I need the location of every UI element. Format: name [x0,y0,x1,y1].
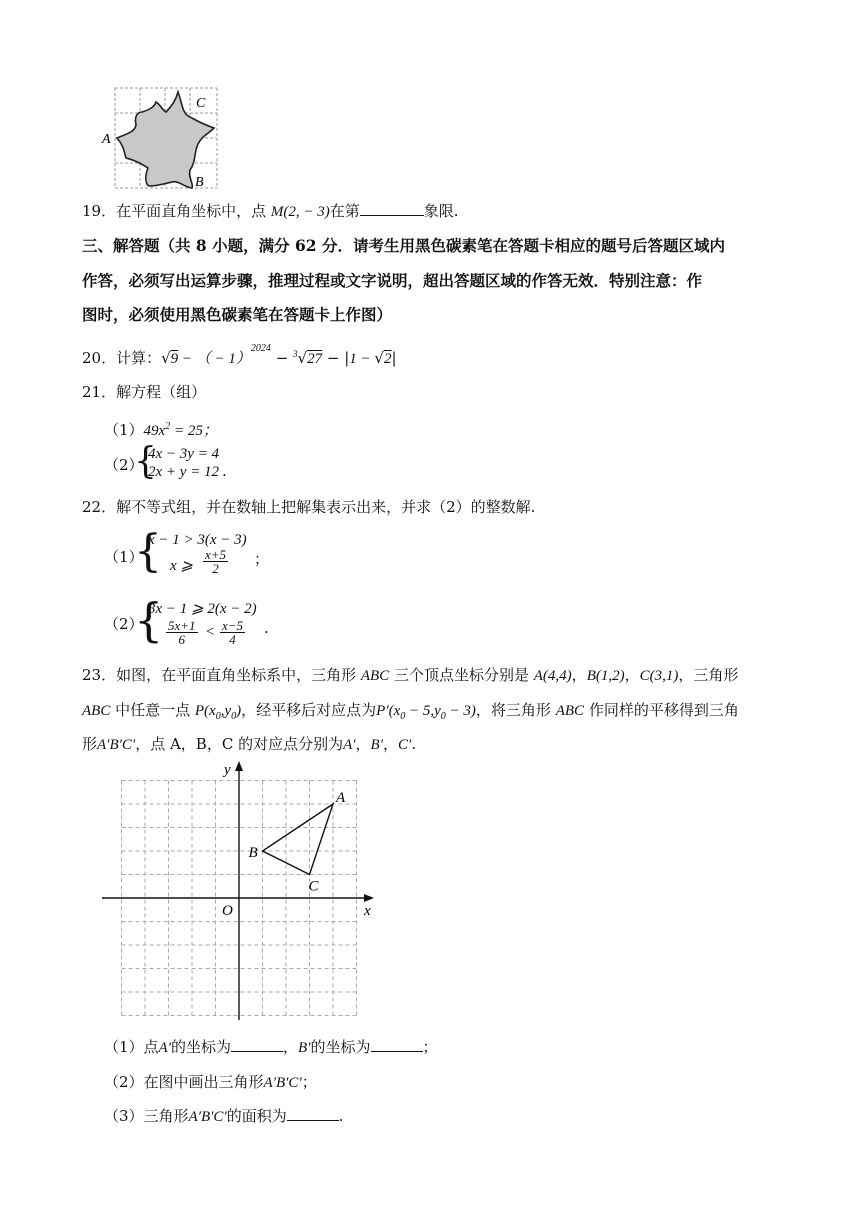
leaf-label-a: A [102,132,111,147]
leaf-label-c: C [196,96,206,111]
answer-blank[interactable] [360,201,424,216]
q23-part-1: （1）点A′的坐标为 ，B′的坐标为 ； [104,1038,438,1056]
cbrt-index: 3 [293,349,298,359]
triangle-abc [263,804,334,875]
radicand-2: 2 [383,351,392,367]
answer-blank[interactable] [231,1037,283,1052]
x-axis-arrow [364,894,374,902]
cbrt-symbol: √ [297,349,308,367]
sqrt-symbol: √ [161,349,171,367]
question-23-line-2: ABC 中任意一点 $P(x_0,y_0)$，经平移后对应点为$P'(x_0 - 5,y_0 - 3)$，将三角形 ABC 作同样的平移得到三角 [82,701,739,722]
x-axis-label: x [364,903,371,919]
y-axis-label: y [224,762,231,778]
vertex-label-b: B [248,845,258,861]
q19-text: 在平面直角坐标中，点 [116,202,271,220]
equation-1: 4x − 3y = 4 [148,446,220,462]
answer-blank[interactable] [371,1037,423,1052]
question-number: 20． [82,349,117,367]
q21-part-1: $(1)49x^2 = 25$； [104,421,218,439]
section-instructions: 图时，必须使用黑色碳素笔在答题卡上作图） [82,305,393,324]
q20-term: − （ − 1） [178,351,251,367]
q19-text-b: 在第 [329,202,360,220]
abs-bar: | [391,349,397,367]
radicand-27: 27 [307,351,323,367]
question-number: 21． [82,383,117,401]
q21-title: 解方程（组） [116,383,207,401]
leaf-label-b: B [195,175,204,190]
vertex-label-a: A [336,790,346,806]
question-19 [82,194,800,229]
q22-part-1: （1） { x − 1 > 3(x − 3) x ⩾ $\frac{x+5}{2}$ ； [104,526,270,577]
question-22 [82,490,800,524]
q19-text-c: 象限. [423,202,459,220]
q22-title: 解不等式组，并在数轴上把解集表示出来，并求（2）的整数解. [116,498,536,516]
q23-part-3: （3）三角形A′B′C′的面积为 . [104,1107,344,1125]
section-heading: 三、解答题（共 8 小题，满分 62 分．请考生用黑色碳素笔在答题卡相应的题号后答题区域内 [82,236,725,255]
exponent: 2024 [250,343,271,354]
equation-2: 2x + y = 12 [148,464,220,480]
abs-bar: | [344,349,350,367]
question-number: 22． [82,498,117,516]
maple-leaf-figure [98,82,228,194]
coordinate-grid [98,758,388,1026]
question-21 [82,375,800,409]
question-number: 19． [82,202,117,220]
q22-part-2: （2） { 3x − 1 ⩾ 2(x − 2) $\frac{5x+1}{6}$ < $\frac{x-5}{4}$ . [104,593,269,647]
question-23: 23．如图，在平面直角坐标系中，三角形 ABC 三个顶点坐标分别是 A(4,4)，B(1,2)，C(3,1)，三角形 [82,666,739,684]
q19-point: M(2, − 3) [270,204,330,220]
vertex-label-c: C [308,878,319,895]
q23-part-2: （2）在图中画出三角形A′B′C′； [104,1073,317,1091]
section-instructions: 作答，必须写出运算步骤，推理过程或文字说明，超出答题区域的作答无效．特别注意：作 [82,271,703,290]
question-number: 23． [82,666,117,684]
origin-label: O [222,903,233,919]
answer-blank[interactable] [287,1106,339,1121]
y-axis-arrow [235,761,243,771]
question-20: 20．计算：√9 − （ − 1）$^{2024}$ − $^3$√27 − |1 − √2| [82,343,397,367]
q20-label: 计算： [116,349,162,367]
radicand-9: 9 [170,351,179,367]
question-23-line-3: 形A′B′C′，点 A，B，C 的对应点分别为A′，B′，C′. [82,735,417,753]
